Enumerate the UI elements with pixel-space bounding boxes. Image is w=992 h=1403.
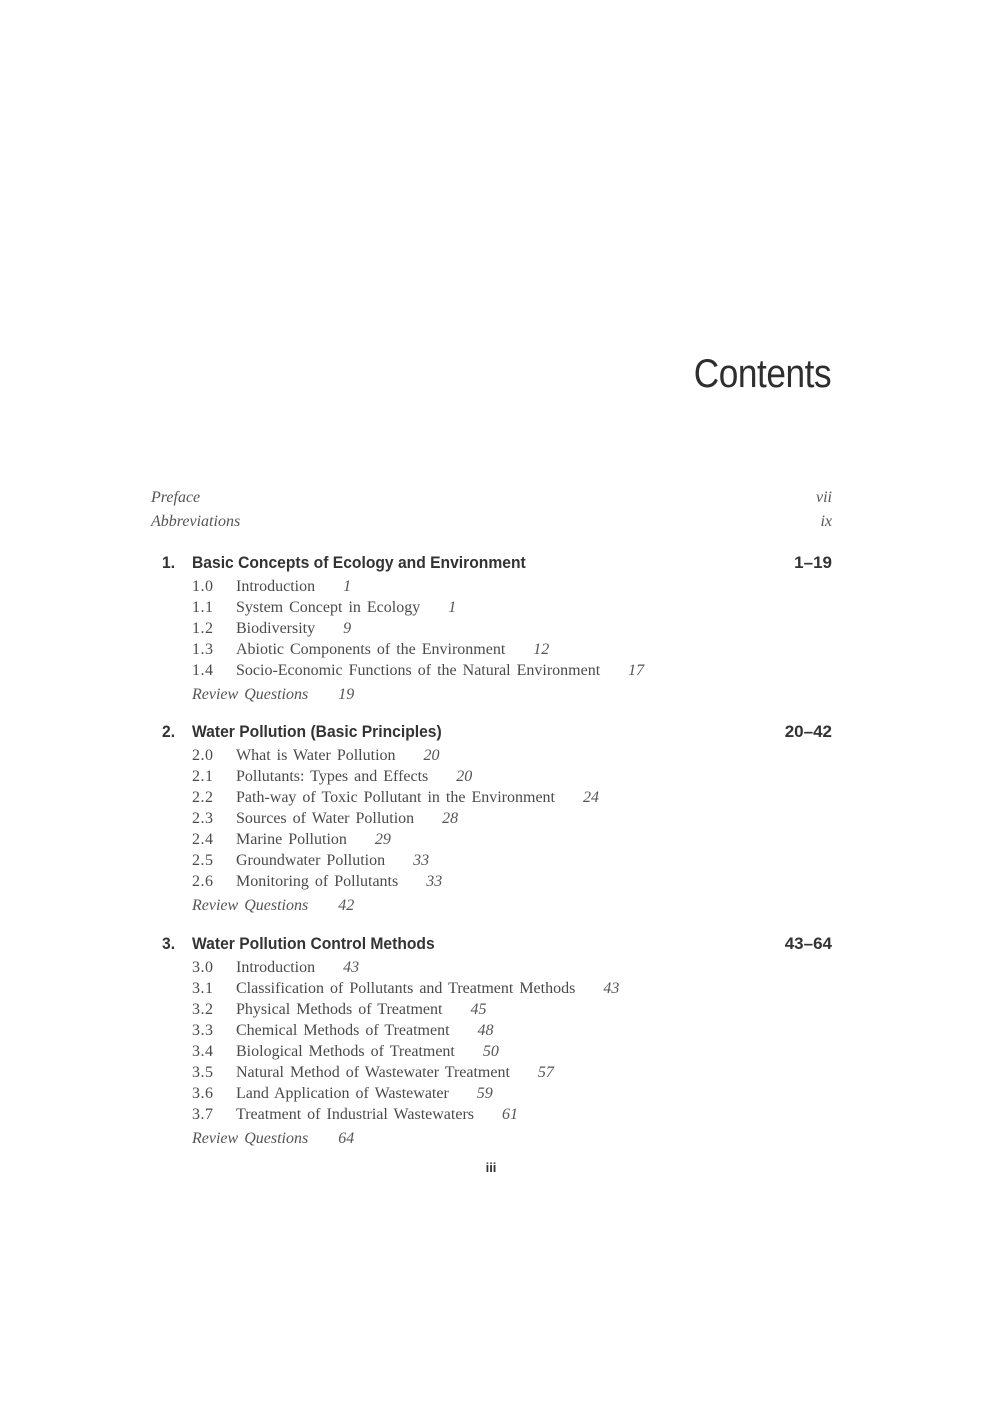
- section-page: 57: [537, 1064, 554, 1081]
- section-number: 2.1: [192, 768, 214, 785]
- section-title: Sources of Water Pollution: [236, 810, 415, 827]
- chapter-heading[interactable]: [162, 553, 832, 577]
- chapter-number: 2.: [162, 722, 176, 741]
- section-number: 2.3: [192, 810, 214, 827]
- section-title: Biodiversity: [236, 620, 316, 637]
- section-title: What is Water Pollution: [236, 747, 396, 764]
- review-questions-label: Review Questions: [192, 686, 309, 703]
- section-number: 3.4: [192, 1043, 214, 1060]
- section-number: 3.3: [192, 1022, 214, 1039]
- front-matter-label: Preface: [151, 489, 201, 506]
- section-entry[interactable]: [162, 789, 832, 810]
- section-page: 12: [533, 641, 550, 658]
- section-entry[interactable]: [162, 831, 832, 852]
- chapter-title: Water Pollution (Basic Principles): [192, 722, 442, 741]
- review-questions-page: 64: [338, 1130, 355, 1147]
- front-matter-entry-abbreviations[interactable]: [151, 513, 832, 531]
- section-page: 24: [582, 789, 599, 806]
- section-entry[interactable]: [162, 1001, 832, 1022]
- section-title: Biological Methods of Treatment: [236, 1043, 455, 1060]
- section-title: Land Application of Wastewater: [236, 1085, 449, 1102]
- section-number: 2.5: [192, 852, 214, 869]
- section-page: 33: [413, 852, 430, 869]
- review-questions-entry[interactable]: [162, 897, 832, 921]
- chapter-number: 3.: [162, 934, 176, 953]
- section-entry[interactable]: [162, 599, 832, 620]
- chapter-heading[interactable]: [162, 722, 832, 746]
- section-number: 3.7: [192, 1106, 214, 1123]
- section-entry[interactable]: [162, 810, 832, 831]
- section-entry[interactable]: [162, 1022, 832, 1043]
- section-page: 29: [374, 831, 391, 848]
- section-entry[interactable]: [162, 1064, 832, 1085]
- chapter-1: [162, 553, 832, 710]
- section-entry[interactable]: [162, 620, 832, 641]
- section-title: Chemical Methods of Treatment: [236, 1022, 450, 1039]
- section-list: [162, 578, 832, 683]
- section-title: Introduction: [236, 959, 316, 976]
- section-entry[interactable]: [162, 1043, 832, 1064]
- review-questions-label: Review Questions: [192, 897, 309, 914]
- section-entry[interactable]: [162, 852, 832, 873]
- page-folio: iii: [485, 1160, 497, 1175]
- front-matter-entry-preface[interactable]: [151, 489, 832, 507]
- section-number: 1.0: [192, 578, 214, 595]
- section-number: 2.2: [192, 789, 214, 806]
- review-questions-page: 19: [338, 686, 355, 703]
- section-entry[interactable]: [162, 578, 832, 599]
- section-entry[interactable]: [162, 768, 832, 789]
- section-number: 3.2: [192, 1001, 214, 1018]
- section-entry[interactable]: [162, 959, 832, 980]
- front-matter-page: ix: [820, 513, 832, 530]
- section-title: Socio-Economic Functions of the Natural Environment: [236, 662, 601, 679]
- section-page: 61: [502, 1106, 518, 1123]
- chapter-3: [162, 934, 832, 1154]
- chapter-title: Basic Concepts of Ecology and Environment: [192, 553, 526, 572]
- section-page: 50: [482, 1043, 499, 1060]
- section-number: 2.4: [192, 831, 214, 848]
- section-title: Groundwater Pollution: [236, 852, 386, 869]
- section-entry[interactable]: [162, 980, 832, 1001]
- chapter-2: [162, 722, 832, 921]
- section-number: 3.1: [192, 980, 214, 997]
- section-title: System Concept in Ecology: [236, 599, 421, 616]
- chapter-heading[interactable]: [162, 934, 832, 958]
- section-entry[interactable]: [162, 747, 832, 768]
- section-number: 1.2: [192, 620, 214, 637]
- section-title: Marine Pollution: [236, 831, 347, 848]
- section-number: 2.0: [192, 747, 214, 764]
- section-title: Path-way of Toxic Pollutant in the Environment: [236, 789, 555, 806]
- chapter-page-range: 20–42: [784, 722, 832, 741]
- section-page: 17: [628, 662, 645, 679]
- section-number: 1.4: [192, 662, 214, 679]
- section-title: Introduction: [236, 578, 316, 595]
- section-page: 43: [343, 959, 360, 976]
- section-entry[interactable]: [162, 873, 832, 894]
- front-matter-page: vii: [816, 489, 832, 506]
- review-questions-label: Review Questions: [192, 1130, 309, 1147]
- section-page: 1: [343, 578, 352, 595]
- chapter-page-range: 1–19: [794, 553, 832, 572]
- section-page: 48: [477, 1022, 494, 1039]
- section-page: 43: [603, 980, 620, 997]
- section-entry[interactable]: [162, 1106, 832, 1127]
- section-title: Treatment of Industrial Wastewaters: [236, 1106, 474, 1123]
- chapter-page-range: 43–64: [784, 934, 832, 953]
- section-number: 1.1: [192, 599, 214, 616]
- review-questions-entry[interactable]: [162, 1130, 832, 1154]
- section-title: Natural Method of Wastewater Treatment: [236, 1064, 510, 1081]
- section-number: 2.6: [192, 873, 214, 890]
- section-page: 20: [456, 768, 473, 785]
- section-title: Abiotic Components of the Environment: [236, 641, 506, 658]
- section-page: 59: [476, 1085, 493, 1102]
- section-page: 28: [442, 810, 459, 827]
- section-page: 9: [343, 620, 352, 637]
- section-title: Pollutants: Types and Effects: [236, 768, 429, 785]
- review-questions-page: 42: [338, 897, 355, 914]
- section-page: 1: [448, 599, 457, 616]
- section-number: 1.3: [192, 641, 214, 658]
- section-entry[interactable]: [162, 1085, 832, 1106]
- section-page: 33: [426, 873, 443, 890]
- section-number: 3.5: [192, 1064, 214, 1081]
- section-title: Classification of Pollutants and Treatment Methods: [236, 980, 576, 997]
- section-number: 3.6: [192, 1085, 214, 1102]
- review-questions-entry[interactable]: [162, 686, 832, 710]
- chapter-number: 1.: [162, 553, 176, 572]
- section-entry[interactable]: [162, 662, 832, 683]
- section-number: 3.0: [192, 959, 214, 976]
- section-title: Physical Methods of Treatment: [236, 1001, 443, 1018]
- front-matter-label: Abbreviations: [151, 513, 241, 530]
- chapter-title: Water Pollution Control Methods: [192, 934, 435, 953]
- section-page: 45: [470, 1001, 487, 1018]
- section-entry[interactable]: [162, 641, 832, 662]
- page-title: Contents: [693, 352, 831, 396]
- section-list: [162, 747, 832, 894]
- section-page: 20: [423, 747, 440, 764]
- section-list: [162, 959, 832, 1127]
- section-title: Monitoring of Pollutants: [236, 873, 399, 890]
